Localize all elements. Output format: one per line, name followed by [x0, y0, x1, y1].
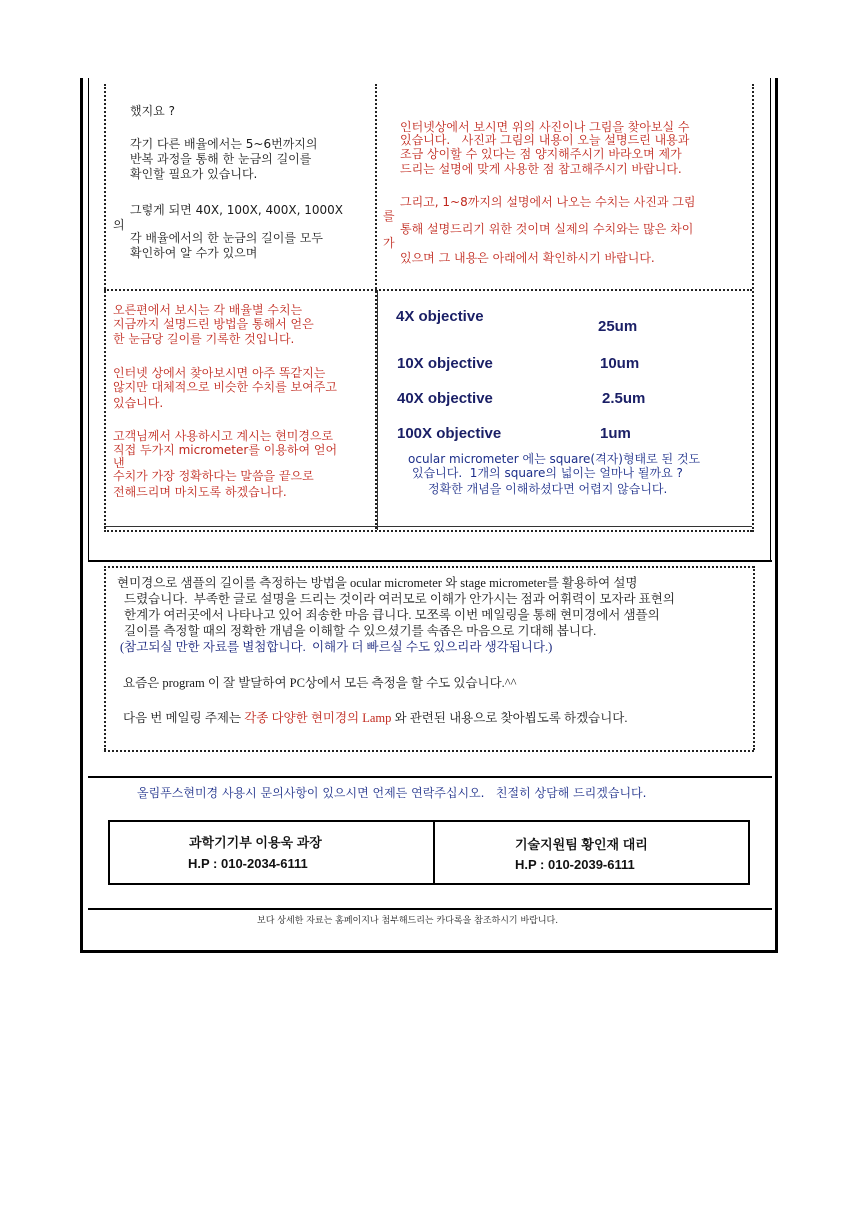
top-left-line-b1: 반복 과정을 통해 한 눈금의 길이를 — [130, 152, 312, 166]
top-right-p1-2: 조금 상이할 수 있다는 점 양지해주시기 바라오며 제가 — [400, 147, 682, 161]
objective-name-1: 10X objective — [397, 355, 493, 372]
contact-box-top — [108, 820, 750, 822]
contact-box-left — [108, 820, 110, 885]
summary-p1-blue: (참고되실 만한 자료를 별첨합니다. 이해가 더 빠르실 수도 있으리라 생각됩니다.) — [120, 640, 553, 654]
footer-note: 보다 상세한 자료는 홈페이지나 첨부해드리는 카다록을 참조하시기 바랍니다. — [257, 916, 559, 926]
summary-p1-1: 드렸습니다. 부족한 글로 설명을 드리는 것이라 여러모로 이해가 안가시는 점과 어휘력이 모자라 표현의 — [124, 592, 675, 606]
summary-p3-highlight: 각종 다양한 현미경의 Lamp — [244, 711, 392, 725]
contact-name-1: 기술지원팀 황인재 대리 — [515, 837, 648, 852]
mid-left-p3-3: 수치가 가장 정확하다는 말씀을 끝으로 — [113, 469, 314, 483]
contact-box-right — [748, 820, 750, 885]
contact-intro: 올림푸스현미경 사용시 문의사항이 있으시면 언제든 연락주십시오. 친절히 상담해 드리겠습니다. — [137, 786, 647, 800]
ocular-note-0: ocular micrometer 에는 square(격자)형태로 된 것도 — [408, 452, 701, 466]
table-bottom-double — [104, 526, 752, 527]
top-left-line-c2: 각 배율에서의 한 눈금의 길이를 모두 — [130, 231, 323, 245]
mid-left-p3-2: 낸 — [113, 456, 125, 470]
top-right-p2-1: 를 — [383, 209, 395, 223]
summary-box-right — [753, 566, 755, 750]
objective-value-3: 1um — [600, 425, 631, 442]
section-divider-3 — [88, 908, 772, 910]
table-bottom-rule — [104, 530, 752, 532]
table-left-edge — [104, 84, 106, 532]
mid-col-divider — [377, 290, 378, 530]
top-right-p1-0: 인터넷상에서 보시면 위의 사진이나 그림을 찾아보실 수 — [400, 120, 690, 134]
contact-phone-1: H.P : 010-2039-6111 — [515, 857, 635, 872]
outer-right-border — [775, 78, 778, 952]
top-left-line-c3: 확인하여 알 수가 있으며 — [130, 246, 258, 260]
objective-name-0: 4X objective — [396, 308, 484, 325]
inner-right-rule — [770, 78, 771, 560]
top-left-line-b0: 각기 다른 배율에서는 5~6번까지의 — [130, 137, 318, 151]
mid-left-p1-1: 지금까지 설명드린 방법을 통해서 얻은 — [113, 317, 314, 331]
inner-left-rule — [88, 78, 89, 560]
outer-left-border — [80, 78, 83, 952]
objective-value-2: 2.5um — [602, 390, 646, 407]
summary-p3 — [123, 710, 628, 727]
top-right-p2-0: 그리고, 1~8까지의 설명에서 나오는 수치는 사진과 그림 — [400, 195, 696, 209]
mid-left-p1-2: 한 눈금당 길이를 기록한 것입니다. — [113, 332, 295, 346]
table-right-edge — [752, 84, 754, 532]
top-left-line-a0: 했지요 ? — [130, 104, 175, 118]
top-left-line-c0: 그렇게 되면 40X, 100X, 400X, 1000X — [130, 203, 343, 217]
top-left-line-c1: 의 — [113, 218, 125, 232]
summary-p1-0: 현미경으로 샘플의 길이를 측정하는 방법을 ocular micrometer 와 stage micrometer를 활용하여 설명 — [117, 576, 638, 590]
mid-left-p1-0: 오른편에서 보시는 각 배율별 수치는 — [113, 303, 303, 317]
top-left-line-b2: 확인할 필요가 있습니다. — [130, 167, 258, 181]
summary-p3-before: 다음 번 메일링 주제는 — [123, 711, 245, 725]
objective-name-2: 40X objective — [397, 390, 493, 407]
ocular-note-1: 있습니다. 1개의 square의 넓이는 얼마나 될까요 ? — [412, 466, 683, 480]
mid-left-p3-0: 고객님께서 사용하시고 계시는 현미경으로 — [113, 429, 334, 443]
objective-value-1: 10um — [600, 355, 640, 372]
mid-left-p2-0: 인터넷 상에서 찾아보시면 아주 똑같지는 — [113, 366, 326, 380]
section-divider-1 — [88, 560, 772, 562]
top-right-p1-1: 있습니다. 사진과 그림의 내용이 오늘 설명드린 내용과 — [400, 133, 690, 147]
section-divider-2 — [88, 776, 772, 778]
summary-p2: 요즘은 program 이 잘 발달하여 PC상에서 모든 측정을 할 수도 있습니다.^^ — [123, 676, 517, 690]
summary-box-top — [104, 566, 754, 568]
mid-left-p2-2: 있습니다. — [113, 396, 164, 410]
summary-p1-2: 한계가 여러곳에서 나타나고 있어 죄송한 마음 큽니다. 모쪼록 이번 메일링을 통해 현미경에서 샘플의 — [124, 608, 660, 622]
contact-phone-0: H.P : 010-2034-6111 — [188, 856, 308, 871]
top-right-p1-3: 드리는 설명에 맞게 사용한 점 참고해주시기 바랍니다. — [400, 162, 682, 176]
mid-left-p3-4: 전해드리며 마치도록 하겠습니다. — [113, 485, 287, 499]
outer-bottom-border — [80, 950, 778, 953]
summary-box-bottom — [104, 750, 754, 752]
summary-p3-after: 와 관련된 내용으로 찾아뵙도록 하겠습니다. — [391, 711, 628, 725]
summary-box-left — [104, 566, 106, 750]
objective-value-0: 25um — [598, 318, 638, 335]
objective-name-3: 100X objective — [397, 425, 502, 442]
mid-left-p3-1: 직접 두가지 micrometer를 이용하여 얻어 — [113, 443, 338, 457]
summary-p1-3: 길이를 측정할 때의 정확한 개념을 이해할 수 있으셨기를 속좁은 마음으로 기대해 봅니다. — [124, 624, 597, 638]
top-right-p2-2: 통해 설명드리기 위한 것이며 실제의 수치와는 많은 차이 — [400, 222, 694, 236]
mid-left-p2-1: 않지만 대체적으로 비슷한 수치를 보여주고 — [113, 380, 337, 394]
top-right-p2-4: 있으며 그 내용은 아래에서 확인하시기 바랍니다. — [400, 251, 655, 265]
contact-box-mid — [433, 820, 435, 885]
table-middle-rule — [104, 289, 752, 291]
contact-name-0: 과학기기부 이용욱 과장 — [189, 835, 322, 850]
top-right-p2-3: 가 — [383, 236, 395, 250]
ocular-note-2: 정확한 개념을 이해하셨다면 어렵지 않습니다. — [428, 482, 668, 496]
contact-box-bottom — [108, 883, 750, 885]
